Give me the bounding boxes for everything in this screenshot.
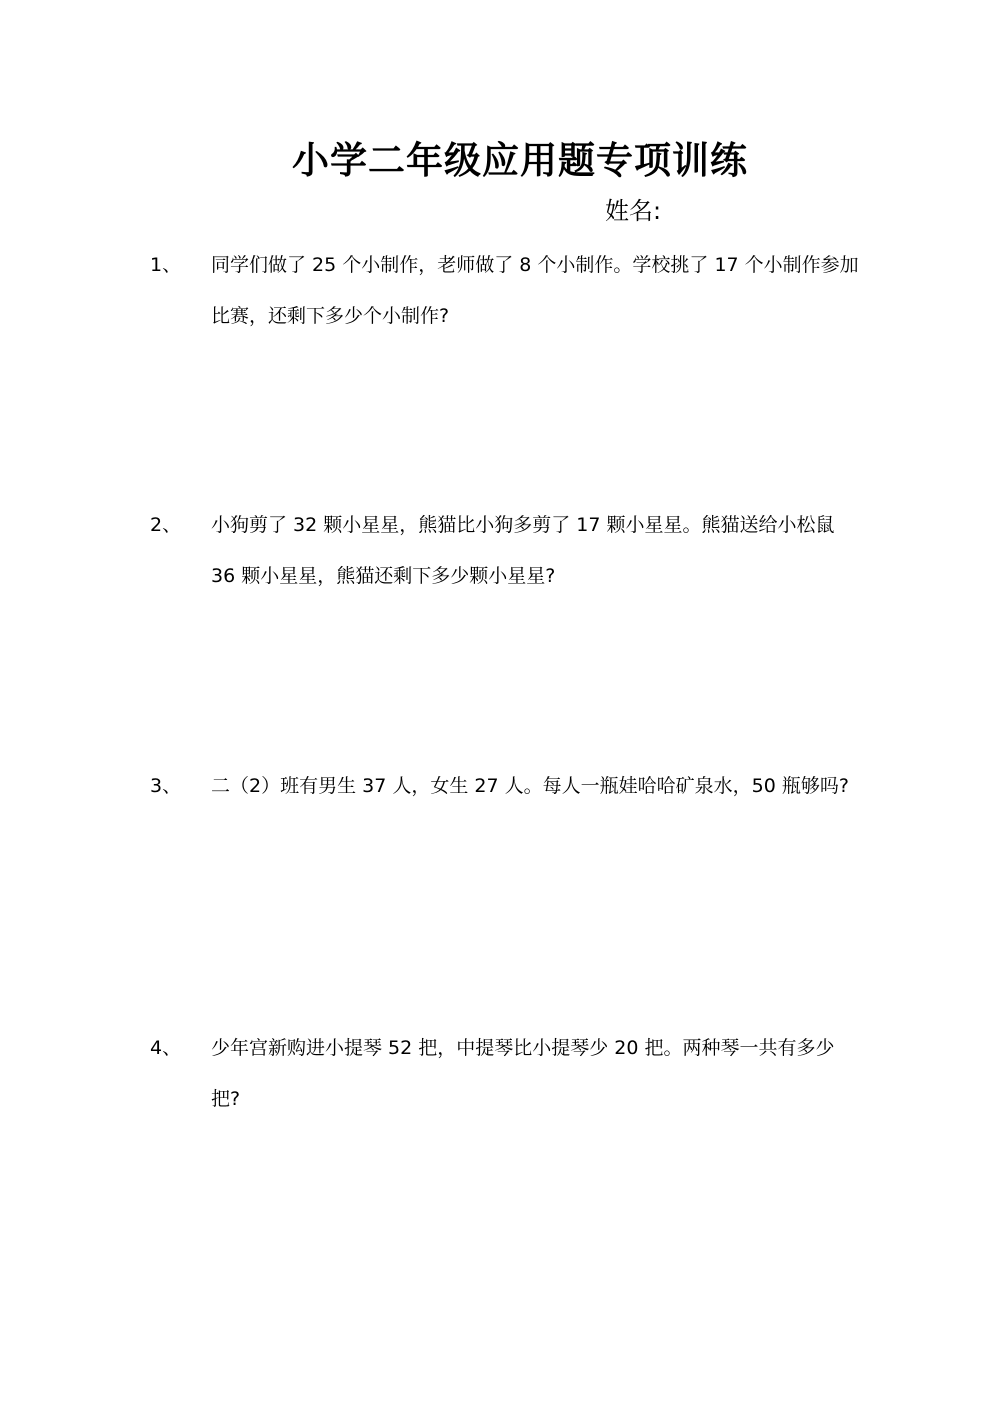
question-text: 小狗剪了 32 颗小星星，熊猫比小狗多剪了 17 颗小星星。熊猫送给小松鼠 36 颗小星星，熊猫还剩下多少颗小星星?: [211, 514, 835, 587]
question-text: 少年宫新购进小提琴 52 把，中提琴比小提琴少 20 把。两种琴一共有多少把?: [211, 1037, 835, 1110]
question-number: 3、: [150, 775, 182, 797]
question-number: 1、: [150, 254, 182, 276]
question-text: 二（2）班有男生 37 人，女生 27 人。每人一瓶娃哈哈矿泉水，50 瓶够吗?: [211, 775, 849, 797]
name-field-label: 姓名:: [605, 197, 662, 225]
question-text: 同学们做了 25 个小制作，老师做了 8 个小制作。学校挑了 17 个小制作参加比赛，还剩下多少个小制作?: [211, 254, 859, 327]
question-number: 2、: [150, 514, 182, 536]
page-title: 小学二年级应用题专项训练: [292, 139, 748, 182]
question-number: 4、: [150, 1037, 182, 1059]
